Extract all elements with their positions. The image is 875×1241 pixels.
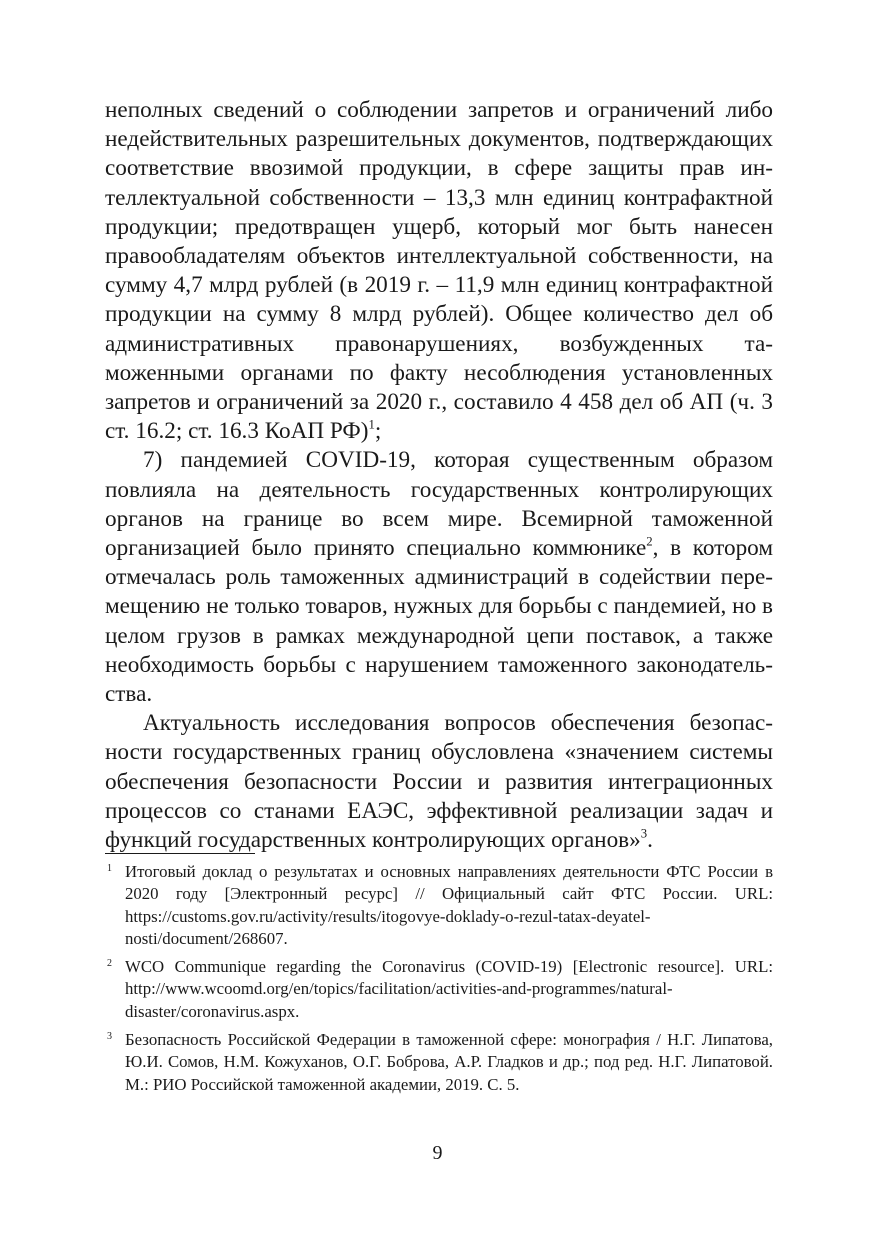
paragraph-tail: , в котором отмечалась роль таможенных администраций в содействии перемещению не только товаров, нужных для борьбы с пандемией, но в целом грузов в рамках международной цепи поставок, а также необходимость борьбы с нарушением таможенного законодательства. xyxy=(105,535,773,708)
footnote-divider xyxy=(105,853,255,854)
footnote-ref-2[interactable]: 2 xyxy=(646,534,653,549)
paragraph-relevance xyxy=(105,709,773,855)
paragraph-text: Актуальность исследования вопросов обеспечения безопасности государственных границ обусловлена «значением системы обеспечения безопасности России и развития интеграционных процессов со станами ЕАЭС, эффективной реализации задач и функций государственных контролирующих органов» xyxy=(105,710,773,854)
paragraph-text: неполных сведений о соблюдении запретов и ограничений либо недействительных разрешительных документов, подтверждающих соответствие ввозимой продукции, в сфере защиты прав интеллектуальной собственности – 13,3 млн единиц контрафактной продукции; предотвращен ущерб, который мог быть нанесен правообладателям объектов интеллектуальной собственности, на сумму 4,7 млрд рублей (в 2019 г. – 11,9 млн единиц контрафактной продукции на сумму 8 млрд рублей). Общее количество дел об административных правонарушениях, возбужденных таможенными органами по факту несоблюдения установленных запретов и ограничений за 2020 г., составило 4 458 дел об АП (ч. 3 ст. 16.2; ст. 16.3 КоАП РФ) xyxy=(105,97,773,445)
paragraph-tail: . xyxy=(647,827,653,854)
footnote-text: WCO Communique regarding the Coronavirus (COVID-19) [Electronic resource]. URL: http://www.wcoomd.org/en/topics/facilitation/activities-and-programmes/natural-disaster/coronavirus.aspx. xyxy=(125,957,773,1021)
footnote-mark: 2 xyxy=(107,958,112,970)
footnote-2 xyxy=(105,956,773,1023)
footnote-text: Безопасность Российской Федерации в таможенной сфере: монография / Н.Г. Липатова, Ю.И. Сомов, Н.М. Кожуханов, О.Г. Боброва, А.Р. Гладков и др.; под ред. Н.Г. Липатовой. М.: РИО Российской таможенной академии, 2019. С. 5. xyxy=(125,1030,773,1094)
footnote-ref-1[interactable]: 1 xyxy=(368,417,375,432)
main-text xyxy=(105,96,773,855)
paragraph-covid xyxy=(105,446,773,709)
footnote-mark: 1 xyxy=(107,863,112,874)
footnote-ref-3[interactable]: 3 xyxy=(640,826,648,841)
footnotes xyxy=(105,861,773,1102)
footnote-mark: 3 xyxy=(107,1031,112,1043)
paragraph-continuation xyxy=(105,96,773,446)
paragraph-tail: ; xyxy=(374,418,382,445)
paragraph-text: 7) пандемией COVID-19, которая существенным образом повлияла на деятельность государственных контролирующих органов на границе во всем мире. Всемирной таможенной организацией было принято специально коммюнике xyxy=(105,447,773,562)
page-number: 9 xyxy=(432,1142,443,1164)
footnote-text: Итоговый доклад о результатах и основных направлениях деятельности ФТС России в 2020 году [Электронный ресурс] // Официальный сайт ФТС России. URL: https://customs.gov.ru/activity/results/itogovye-doklady-o-rezul-tatax-deyatel-nosti/document/268607. xyxy=(125,862,773,948)
footnote-3 xyxy=(105,1029,773,1096)
footnote-1 xyxy=(105,861,773,950)
